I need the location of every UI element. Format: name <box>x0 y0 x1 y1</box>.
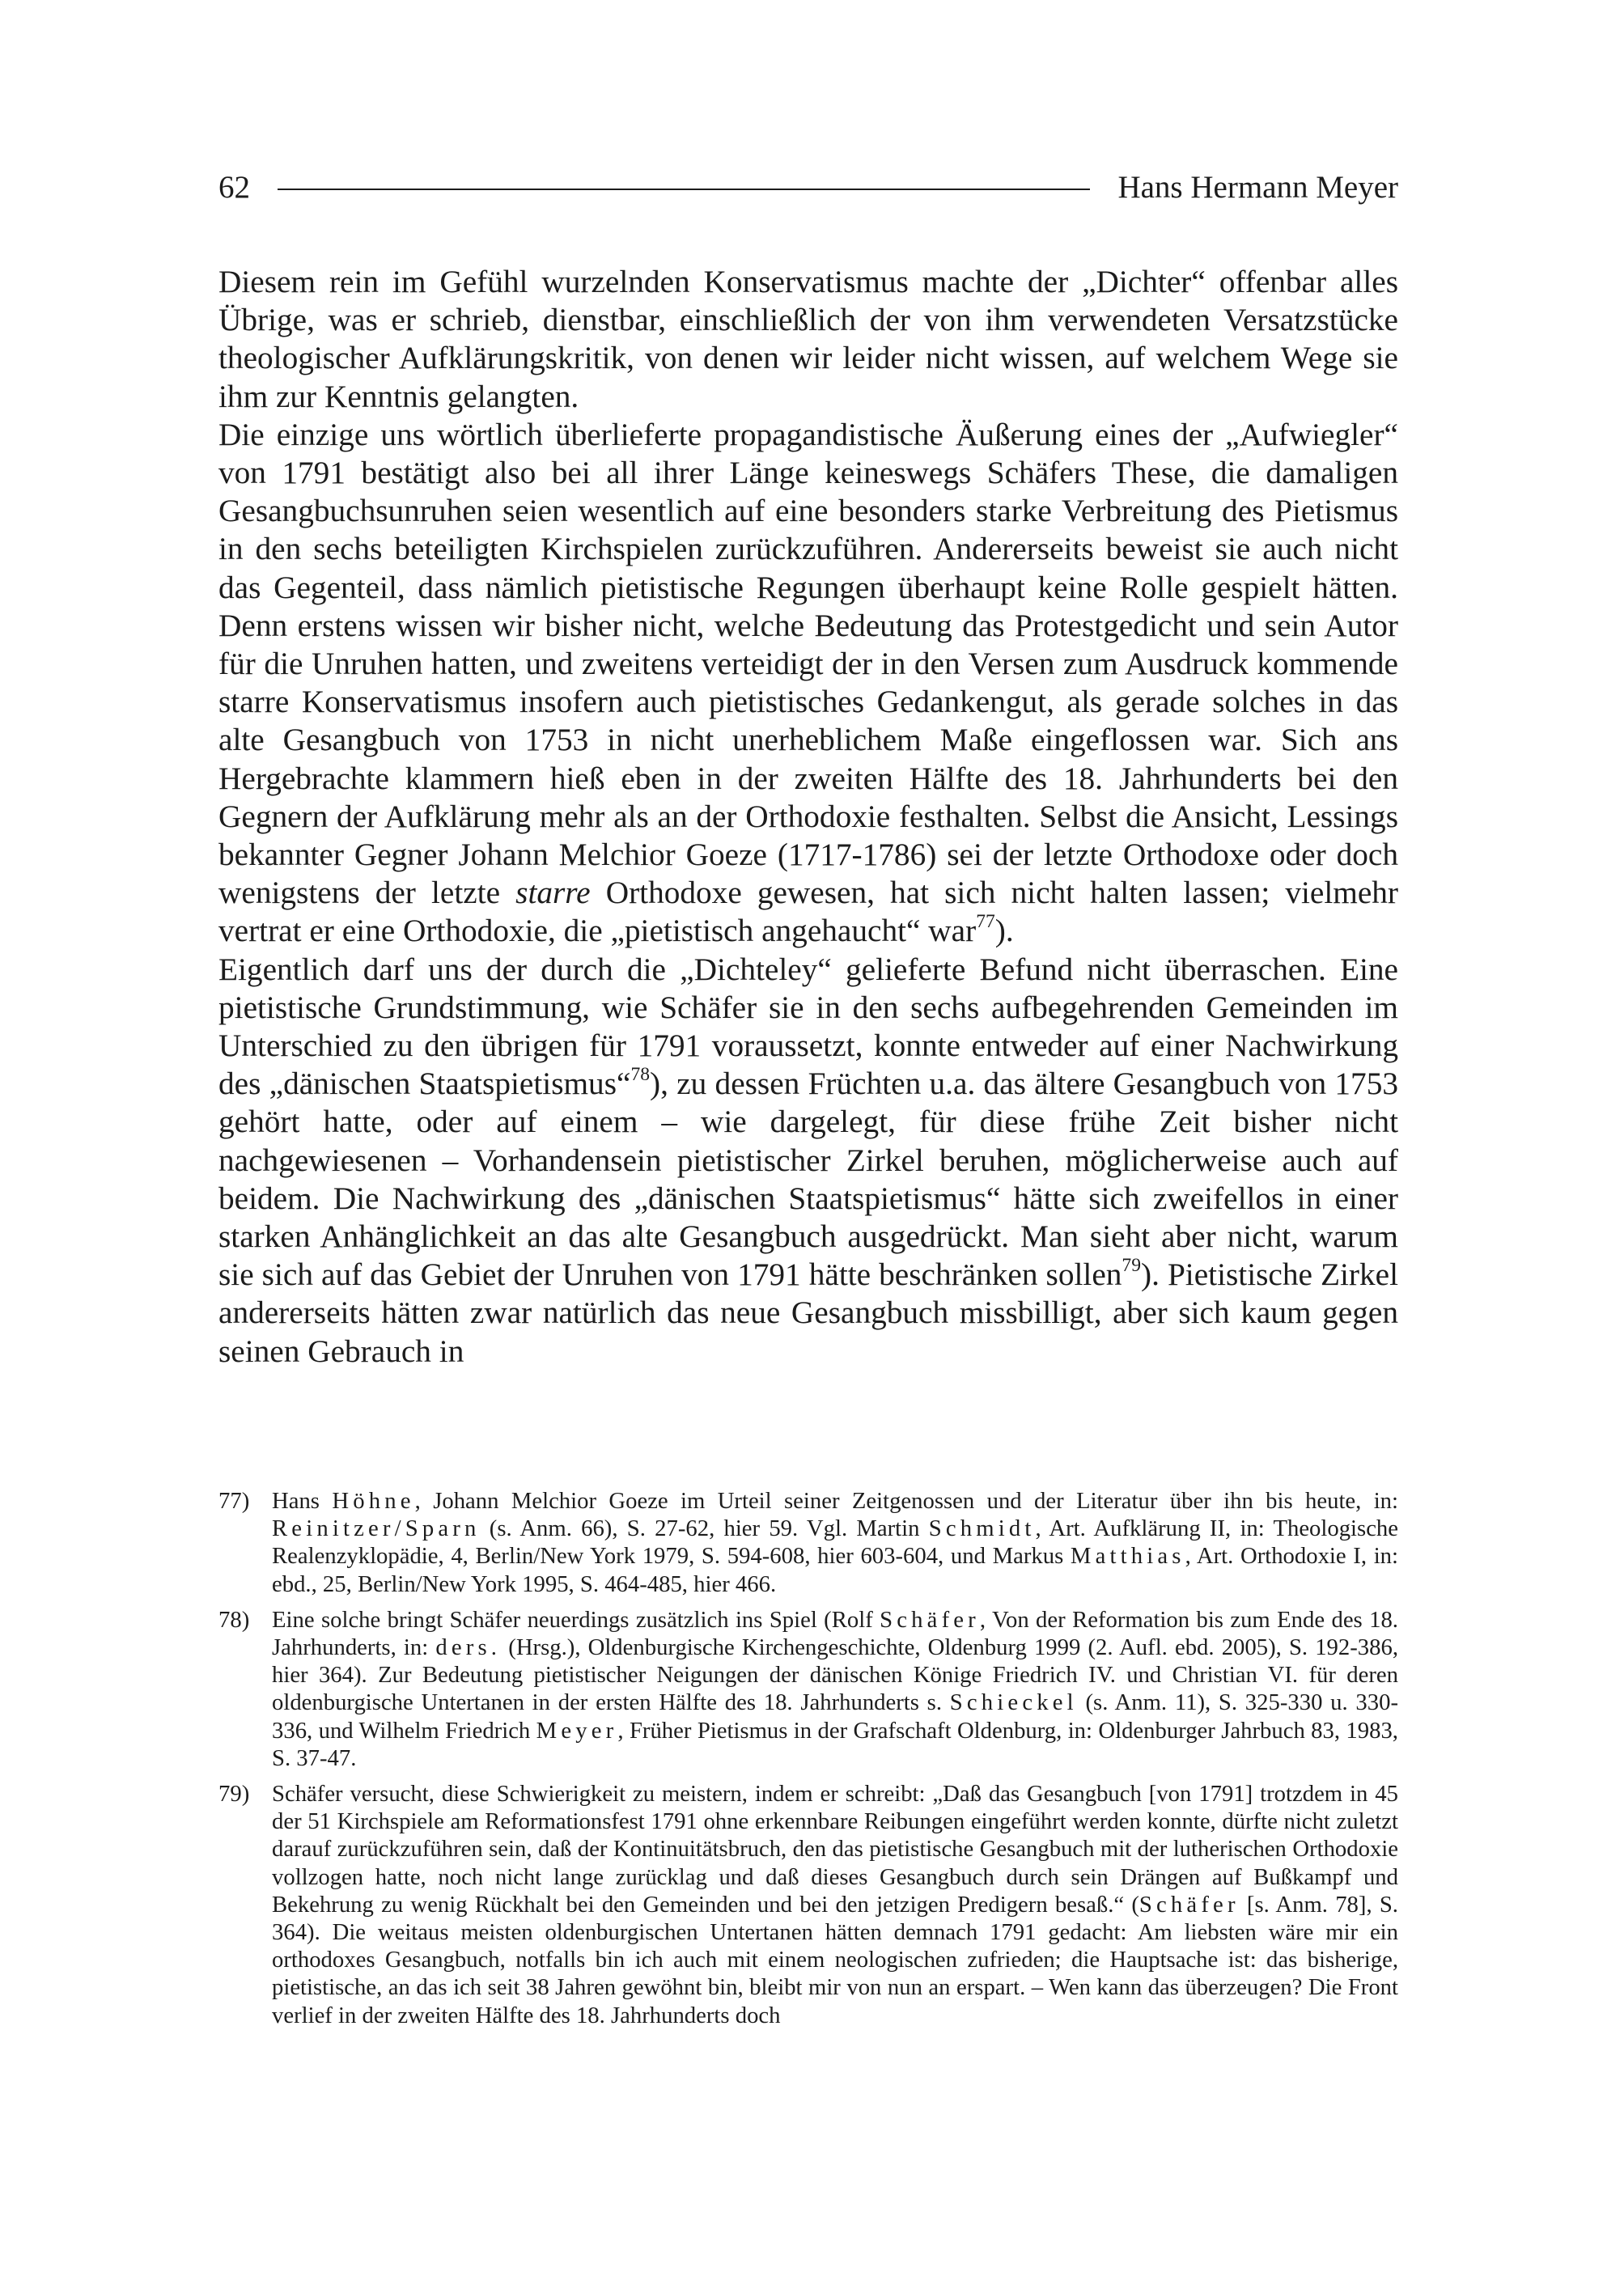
footnote-ref-77[interactable]: 77 <box>976 910 995 932</box>
page-number: 62 <box>218 169 250 205</box>
author-name: ders. <box>435 1634 502 1661</box>
book-page <box>218 0 1398 2293</box>
author-name: Matthias <box>1070 1543 1185 1570</box>
running-header <box>218 163 1398 211</box>
paragraph-2-text-b: Orthodoxe gewesen, hat sich nicht halten lassen; vielmehr vertrat er eine Orthodoxie, die „pietistisch angehaucht“ war <box>218 875 1398 949</box>
fn-part: , Johann Melchior Goeze im Urteil seiner Zeitgenossen und der Literatur über ihn bis heute, in: <box>414 1488 1398 1514</box>
author-name: Reinitzer/Sparn <box>272 1515 481 1542</box>
paragraph-3-text-b: ), zu dessen Früchten u.a. das ältere Gesangbuch von 1753 gehört hatte, oder auf einem – wie dargelegt, für diese frühe Zeit bisher nicht nachgewiesenen – Vorhandensein pietistischer Zirkel beruhen, möglicherweise auch auf beidem. Die Nachwirkung des „dänischen Staatspietismus“ hätte sich zweifellos in einer starken Anhänglichkeit an das alte Gesangbuch ausgedrückt. Man sieht aber nicht, warum sie sich auf das Gebiet der Unruhen von 1791 hätte beschränken sollen <box>218 1066 1398 1293</box>
footnote-ref-78[interactable]: 78 <box>630 1063 651 1085</box>
fn-part: (Hrsg.), Oldenburgische Kirchengeschichte, Oldenburg 1999 (2. Aufl. ebd. 2005), S. 192-386, hier 364). Zur Bedeutung pietistischer Neigungen der dänischen Könige Friedrich IV. und Christian VI. für deren oldenburgische Untertanen in der ersten Hälfte des 18. Jahrhunderts s. <box>272 1634 1398 1716</box>
fn-part: , Früher Pietismus in der Grafschaft Oldenburg, in: Oldenburger Jahrbuch 83, 1983, S. 37-47. <box>272 1717 1398 1771</box>
running-title: Hans Hermann Meyer <box>1117 169 1398 205</box>
fn-part: , Art. Orthodoxie I, in: ebd., 25, Berlin/New York 1995, S. 464-485, hier 466. <box>272 1543 1398 1597</box>
footnote-text <box>272 1606 1398 1772</box>
footnote-text <box>272 1780 1398 2029</box>
author-name: Höhne <box>332 1488 415 1514</box>
author-name: Schäfer <box>1138 1891 1240 1918</box>
paragraph-3 <box>218 951 1398 1371</box>
footnote-78 <box>218 1606 1398 1772</box>
footnote-79 <box>218 1780 1398 2029</box>
fn-part: Hans <box>272 1488 333 1514</box>
fn-part: [s. Anm. 78], S. 364). Die weitaus meisten oldenburgischen Untertanen hätten demnach 1791 gedacht: Am liebsten wäre mir ein orthodoxes Gesangbuch, notfalls bin ich auch mit einem neologischen zufrieden; die Hauptsache ist: das bisherige, pietistische, an das ich seit 38 Jahren gewöhnt bin, bleibt mir von nun an erspart. – Wen kann das überzeugen? Die Front verlief in der zweiten Hälfte des 18. Jahrhunderts doch <box>272 1891 1398 2028</box>
footnotes <box>218 1487 1398 2037</box>
paragraph-3-text-a: Eigentlich darf uns der durch die „Dichteley“ gelieferte Befund nicht überraschen. Eine pietistische Grundstimmung, wie Schäfer sie in den sechs aufbegehrenden Gemeinden im Unterschied zu den übrigen für 1791 voraussetzt, konnte entweder auf einer Nachwirkung des „dänischen Staatspietismus“ <box>218 951 1398 1102</box>
paragraph-2-text-a: Die einzige uns wörtlich überlieferte propagandistische Äußerung eines der „Aufwiegler“ von 1791 bestätigt also bei all ihrer Länge keineswegs Schäfers These, die damaligen Gesangbuchsunruhen seien wesentlich auf eine besonders starke Verbreitung des Pietismus in den sechs beteiligten Kirchspielen zurückzuführen. Andererseits beweist sie auch nicht das Gegenteil, dass nämlich pietistische Regungen überhaupt keine Rolle gespielt hätten. Denn erstens wissen wir bisher nicht, welche Bedeutung das Protestgedicht und sein Autor für die Unruhen hatten, und zweitens verteidigt der in den Versen zum Ausdruck kommende starre Konservatismus insofern auch pietistisches Gedankengut, als gerade solches in das alte Gesangbuch von 1753 in nicht unerheblichem Maße eingeflossen war. Sich ans Hergebrachte klammern hieß eben in der zweiten Hälfte des 18. Jahrhunderts bei den Gegnern der Aufklärung mehr als an der Orthodoxie festhalten. Selbst die Ansicht, Lessings bekannter Gegner Johann Melchior Goeze (1717-1786) sei der letzte Orthodoxe oder doch wenigstens der letzte <box>218 416 1398 911</box>
paragraph-2-italic: starre <box>515 875 591 911</box>
fn-part: (s. Anm. 11), S. 325-330 u. 330-336, und Wilhelm Friedrich <box>272 1689 1398 1744</box>
footnote-ref-79[interactable]: 79 <box>1122 1254 1141 1276</box>
author-name: Schieckel <box>949 1689 1078 1716</box>
footnote-number: 78) <box>218 1606 250 1633</box>
footnote-number: 77) <box>218 1488 250 1514</box>
header-rule <box>278 189 1090 190</box>
footnote-number: 79) <box>218 1781 250 1808</box>
author-name: Schäfer <box>880 1606 980 1633</box>
paragraph-3-text-c: ). Pietistische Zirkel andererseits hätten zwar natürlich das neue Gesangbuch missbilligt, aber sich kaum gegen seinen Gebrauch in <box>218 1257 1398 1369</box>
fn-part: , Art. Aufklärung II, in: Theologische Realenzyklopädie, 4, Berlin/New York 1979, S. 594-608, hier 603-604, und Markus <box>272 1515 1398 1570</box>
paragraph-2-text-c: ). <box>994 913 1014 949</box>
paragraph-1: Diesem rein im Gefühl wurzelnden Konservatismus machte der „Dichter“ offenbar alles Übrige, was er schrieb, dienstbar, einschließlich der von ihm verwendeten Versatzstücke theologischer Aufklärungskritik, von denen wir leider nicht wissen, auf welchem Wege sie ihm zur Kenntnis gelangten. <box>218 264 1398 414</box>
author-name: Meyer <box>536 1717 618 1744</box>
footnote-text <box>272 1487 1398 1598</box>
author-name: Schmidt <box>928 1515 1036 1542</box>
fn-part: , Von der Reformation bis zum Ende des 18. Jahrhunderts, in: <box>272 1606 1398 1661</box>
fn-part: (s. Anm. 66), S. 27-62, hier 59. Vgl. Martin <box>480 1515 929 1542</box>
paragraph-2 <box>218 416 1398 951</box>
fn-part: Eine solche bringt Schäfer neuerdings zusätzlich ins Spiel (Rolf <box>272 1606 880 1633</box>
main-text <box>218 263 1398 1371</box>
footnote-77 <box>218 1487 1398 1598</box>
fn-part: Schäfer versucht, diese Schwierigkeit zu meistern, indem er schreibt: „Daß das Gesangbuch [von 1791] trotzdem in 45 der 51 Kirchspiele am Reformationsfest 1791 ohne erkennbare Reibungen eingeführt werden konnte, dürfte nicht zuletzt darauf zurückzuführen sein, daß der Kontinuitätsbruch, den das pietistische Gesangbuch mit der lutherischen Orthodoxie vollzogen hatte, noch nicht lange zurücklag und daß dieses Gesangbuch durch sein Drängen auf Bußkampf und Bekehrung zu wenig Rückhalt bei den Gemeinden und bei den jetzigen Predigern besaß.“ ( <box>272 1781 1398 1918</box>
